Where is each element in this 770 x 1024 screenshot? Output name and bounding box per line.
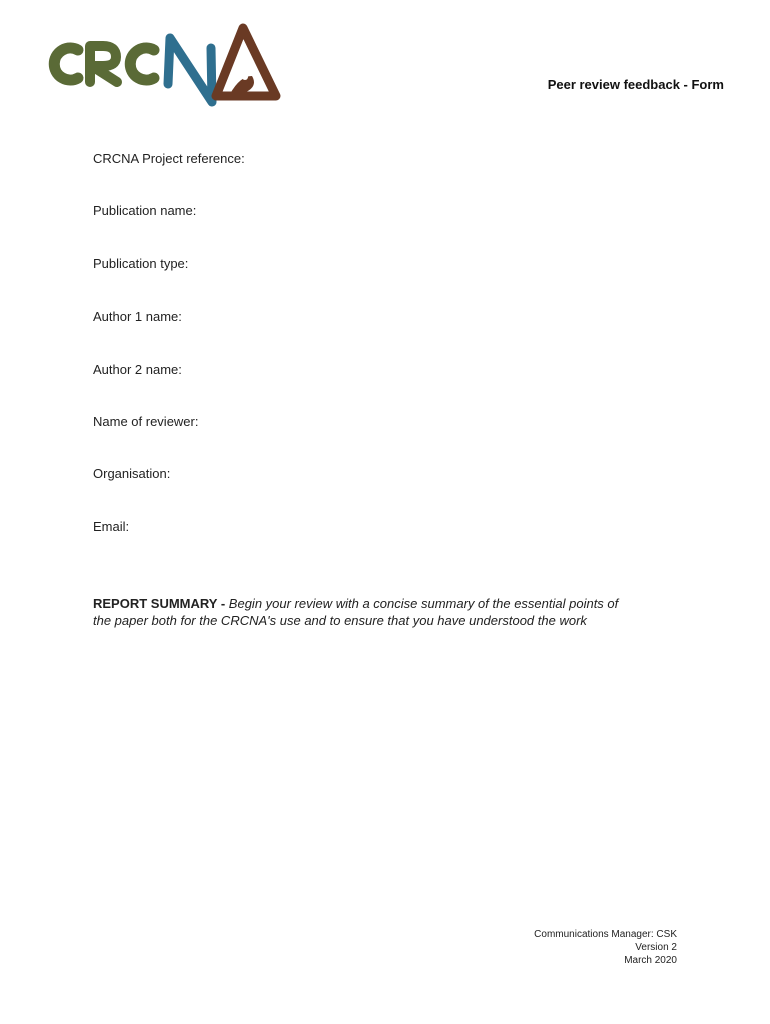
field-reviewer-name: Name of reviewer: — [93, 414, 199, 429]
document-footer — [534, 928, 677, 967]
report-summary-heading: REPORT SUMMARY - — [93, 596, 229, 611]
footer-version: Version 2 — [635, 942, 677, 953]
report-summary-description: Begin your review with a concise summary of the essential points of the paper both for the CRCNA's use and to ensure that you have understood the work — [93, 596, 619, 628]
crcna-logo — [40, 20, 290, 115]
footer-date: March 2020 — [624, 955, 677, 966]
field-project-reference: CRCNA Project reference: — [93, 151, 245, 166]
form-title: Peer review feedback - Form — [547, 77, 724, 92]
field-email: Email: — [93, 519, 130, 534]
field-author-2-name: Author 2 name: — [93, 362, 182, 377]
field-author-1-name: Author 1 name: — [93, 309, 182, 324]
field-publication-type: Publication type: — [93, 256, 189, 271]
footer-author: Communications Manager: CSK — [534, 929, 677, 940]
crcna-logo-graphic — [40, 20, 290, 115]
field-organisation: Organisation: — [93, 466, 171, 481]
field-publication-name: Publication name: — [93, 203, 197, 218]
report-summary — [93, 595, 633, 629]
